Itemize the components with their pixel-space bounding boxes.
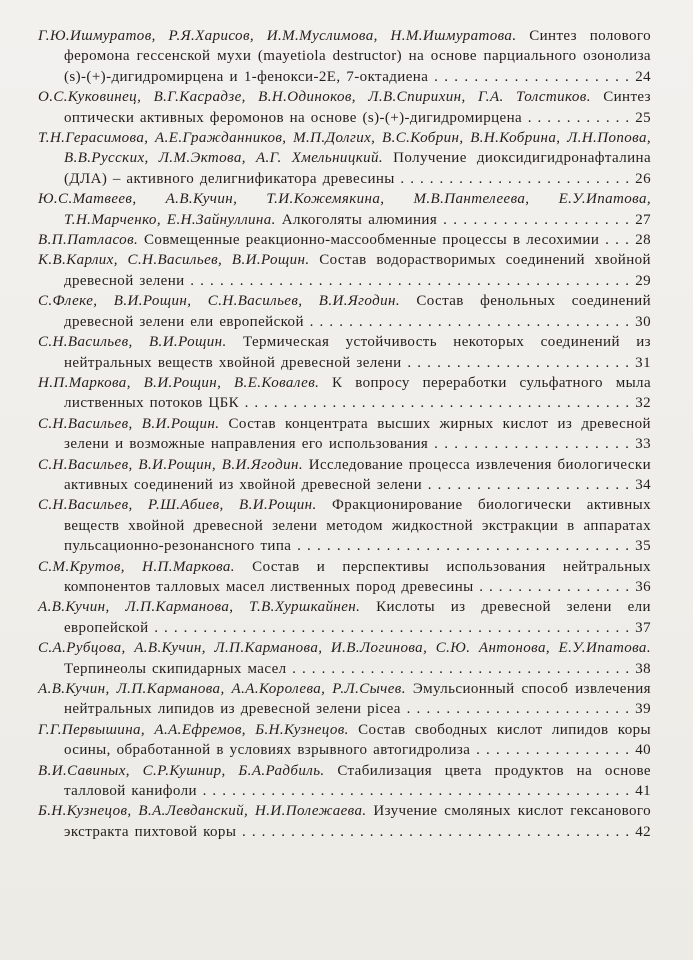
entry-page-number: 37 bbox=[635, 619, 651, 636]
toc-entry bbox=[38, 679, 651, 720]
entry-title: Состав и перспективы использования нейтральных компонентов талловых масел лиственных пород древесины bbox=[64, 558, 651, 595]
entry-title: Синтез оптически активных феромонов на основе (s)-(+)-дигидромирцена bbox=[64, 89, 651, 126]
entry-page-number: 40 bbox=[635, 742, 652, 759]
entry-title: Терпинеолы скипидарных масел bbox=[64, 660, 287, 677]
toc-entry bbox=[38, 414, 651, 455]
entry-authors: В.П.Патласов. bbox=[38, 232, 139, 249]
entry-authors: С.Н.Васильев, В.И.Рощин. bbox=[38, 334, 227, 351]
dot-leader: . . . . . . . . . . . . . . . . . . . . . . . . bbox=[394, 170, 630, 187]
entry-authors: Г.Г.Первышина, А.А.Ефремов, Б.Н.Кузнецов. bbox=[38, 721, 349, 738]
toc-entry bbox=[38, 597, 651, 638]
entry-title: Состав фенольных соединений древесной зелени ели европейской bbox=[64, 293, 651, 330]
dot-leader: . . . . . . . . . . . . . . . . bbox=[473, 578, 630, 595]
entry-page-number: 42 bbox=[635, 823, 652, 840]
toc-entry bbox=[38, 495, 651, 556]
dot-leader: . . . . . . . . . . . . . . . . . . . . . . . . . . . . . . . . . . . . . . . . bbox=[236, 823, 630, 840]
entry-authors: С.Н.Васильев, В.И.Рощин, В.И.Ягодин. bbox=[38, 456, 303, 473]
toc-entry bbox=[38, 720, 651, 761]
entry-authors: С.Н.Васильев, В.И.Рощин. bbox=[38, 415, 220, 432]
entry-authors: А.В.Кучин, Л.П.Карманова, А.А.Королева, Р.Л.Сычев. bbox=[38, 681, 406, 697]
entry-authors: Ю.С.Матвеев, А.В.Кучин, Т.И.Кожемякина, М.В.Пантелеева, Е.У.Ипатова, Т.Н.Марченко, Е.Н.Зайнуллина. bbox=[38, 191, 651, 228]
entry-page-number: 31 bbox=[635, 354, 651, 371]
entry-authors: Г.Ю.Ишмуратов, Р.Я.Харисов, И.М.Муслимова, Н.М.Ишмуратова. bbox=[38, 28, 517, 44]
entry-page-number: 24 bbox=[635, 68, 651, 85]
toc-entry bbox=[38, 128, 651, 189]
toc-entry bbox=[38, 801, 651, 842]
entry-title: Стабилизация цвета продуктов на основе талловой канифоли bbox=[64, 762, 651, 800]
dot-leader: . . . . . . . . . . . . . . . . . . . . . bbox=[422, 476, 630, 493]
entry-title: Состав концентрата высших жирных кислот из древесной зелени и возможные направления его использования bbox=[64, 415, 651, 453]
toc-entry bbox=[38, 26, 651, 87]
toc-entry bbox=[38, 373, 651, 414]
dot-leader: . . . . . . . . . . . . . . . . . . . . . . . . . . . . . . . . . . . bbox=[286, 660, 630, 677]
dot-leader: . . . . . . . . . . . . . . . . . . . . . . . bbox=[400, 701, 630, 718]
dot-leader: . . . . . . . . . . . . . . . . . . . . . . . . . . . . . . . . . . bbox=[291, 538, 630, 555]
toc-entry bbox=[38, 557, 651, 598]
entry-title: Состав свободных кислот липидов коры осины, обработанной в условиях взрывного автогидролиза bbox=[64, 721, 652, 759]
entry-authors: О.С.Куковинец, В.Г.Касрадзе, В.Н.Одиноков, Л.В.Спирихин, Г.А. Толстиков. bbox=[38, 89, 591, 106]
entry-page-number: 34 bbox=[635, 476, 651, 493]
dot-leader: . . . . . . . . . . . . . . . . . . . . . . . . . . . . . . . . . . . . . . . . bbox=[239, 395, 630, 412]
entry-title: Кислоты из древесной зелени ели европейской bbox=[64, 599, 651, 636]
entry-page-number: 41 bbox=[635, 783, 651, 800]
entry-page-number: 36 bbox=[635, 578, 652, 595]
entry-page-number: 29 bbox=[635, 272, 652, 289]
toc-entry bbox=[38, 87, 651, 128]
entry-page-number: 38 bbox=[635, 660, 651, 677]
entry-authors: В.И.Савиных, С.Р.Кушнир, Б.А.Радбиль. bbox=[38, 762, 325, 779]
entry-authors: С.М.Крутов, Н.П.Маркова. bbox=[38, 558, 235, 575]
entry-authors: Т.Н.Герасимова, А.Е.Гражданников, М.П.Долгих, В.С.Кобрин, В.Н.Кобрина, Л.Н.Попова, В.В.Русских, Л.М.Эктова, А.Г. Хмельницкий. bbox=[38, 130, 651, 167]
entry-authors: С.А.Рубцова, А.В.Кучин, Л.П.Карманова, И.В.Логинова, С.Ю. Антонова, Е.У.Ипатова. bbox=[38, 640, 651, 657]
dot-leader: . . . . . . . . . . . . . . . . . . . . . . . . . . . . . . . . . . . . . . . . . . . . bbox=[196, 783, 630, 800]
toc-entry bbox=[38, 761, 651, 802]
entry-title: Исследование процесса извлечения биологически активных соединений из хвойной древесной зелени bbox=[64, 456, 651, 493]
toc-entry bbox=[38, 189, 651, 230]
dot-leader: . . . . . . . . . . . . . . . . . . . . . . . bbox=[401, 354, 630, 371]
entry-page-number: 28 bbox=[635, 232, 651, 249]
dot-leader: . . . . . . . . . . . . . . . . . . . . bbox=[428, 436, 630, 453]
dot-leader: . . . . . . . . . . . . . . . . . . . bbox=[437, 211, 630, 228]
dot-leader: . . . bbox=[599, 232, 630, 249]
entry-title: Фракционирование биологически активных веществ хвойной древесной зелени методом жидкостной экстракции в аппаратах пульсационно-резонансного типа bbox=[64, 497, 651, 555]
entry-page-number: 30 bbox=[635, 313, 651, 330]
dot-leader: . . . . . . . . . . . . . . . . . . . . . . . . . . . . . . . . . . . . . . . . . . . . . . . . . bbox=[148, 619, 630, 636]
entry-title: Получение диоксидигидронафталина (ДЛА) – активного делигнификатора древесины bbox=[64, 150, 651, 187]
toc-entry bbox=[38, 230, 651, 250]
dot-leader: . . . . . . . . . . . bbox=[522, 109, 630, 126]
entry-title: Эмульсионный способ извлечения нейтральных липидов из древесной зелени picea bbox=[64, 681, 651, 718]
entry-authors: С.Н.Васильев, Р.Ш.Абиев, В.И.Рощин. bbox=[38, 497, 317, 514]
toc-entry bbox=[38, 638, 651, 679]
entry-page-number: 33 bbox=[635, 436, 651, 453]
entry-page-number: 39 bbox=[635, 701, 651, 718]
entry-authors: К.В.Карлих, С.Н.Васильев, В.И.Рощин. bbox=[38, 252, 310, 269]
entry-title: К вопросу переработки сульфатного мыла лиственных потоков ЦБК bbox=[64, 374, 652, 412]
toc-entry bbox=[38, 250, 651, 291]
dot-leader: . . . . . . . . . . . . . . . . bbox=[470, 742, 630, 759]
dot-leader: . . . . . . . . . . . . . . . . . . . . bbox=[428, 68, 630, 85]
entry-title: Изучение смоляных кислот гексанового экстракта пихтовой коры bbox=[64, 803, 651, 840]
entry-title: Алкоголяты алюминия bbox=[281, 211, 438, 228]
entry-page-number: 32 bbox=[635, 395, 652, 412]
entry-page-number: 35 bbox=[635, 538, 651, 555]
toc-entry bbox=[38, 455, 651, 496]
toc-entry bbox=[38, 291, 651, 332]
toc-entry bbox=[38, 332, 651, 373]
entry-authors: С.Флеке, В.И.Рощин, С.Н.Васильев, В.И.Ягодин. bbox=[38, 293, 400, 310]
entry-title: Термическая устойчивость некоторых соединений из нейтральных веществ хвойной древесной зелени bbox=[64, 334, 652, 371]
entry-page-number: 27 bbox=[635, 211, 651, 228]
entry-authors: Н.П.Маркова, В.И.Рощин, В.Е.Ковалев. bbox=[38, 374, 320, 391]
entry-authors: А.В.Кучин, Л.П.Карманова, Т.В.Хуршкайнен. bbox=[38, 599, 361, 616]
entry-page-number: 26 bbox=[635, 170, 651, 187]
dot-leader: . . . . . . . . . . . . . . . . . . . . . . . . . . . . . . . . . . . . . . . . . . . . . bbox=[184, 272, 630, 289]
entry-page-number: 25 bbox=[635, 109, 651, 126]
dot-leader: . . . . . . . . . . . . . . . . . . . . . . . . . . . . . . . . . bbox=[303, 313, 630, 330]
entry-title: Совмещенные реакционно-массообменные процессы в лесохимии bbox=[144, 232, 600, 249]
entry-title: Состав водорастворимых соединений хвойной древесной зелени bbox=[64, 252, 651, 289]
entry-title: Синтез полового феромона гессенской мухи (mayetiola destructor) на основе парциального озонолиза (s)-(+)-дигидромирцена и 1-фенокси-2Е, 7-октадиена bbox=[64, 28, 651, 85]
entry-authors: Б.Н.Кузнецов, В.А.Левданский, Н.И.Полежаева. bbox=[38, 803, 367, 820]
